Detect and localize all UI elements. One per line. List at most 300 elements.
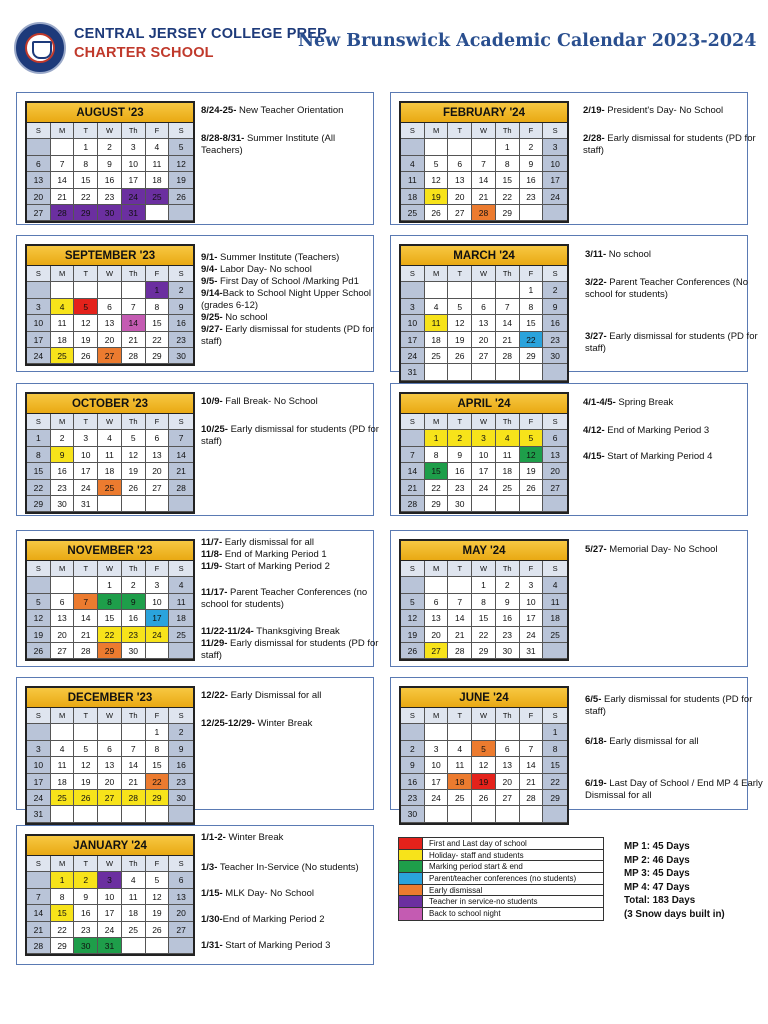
weekday-header: M	[51, 856, 75, 872]
event-date: 12/25-12/29-	[201, 718, 255, 729]
day-cell: 17	[425, 774, 449, 790]
day-cell: 23	[51, 480, 75, 496]
day-cell: 18	[51, 332, 75, 348]
day-cell: 1	[496, 139, 520, 155]
day-cell: 9	[496, 594, 520, 610]
month-panel-mar	[390, 235, 758, 378]
empty-day-cell	[122, 496, 146, 512]
event-item	[583, 133, 761, 157]
day-cell: 21	[74, 627, 98, 643]
day-grid	[27, 561, 193, 659]
day-cell: 27	[98, 348, 122, 364]
empty-day-cell	[401, 724, 425, 740]
day-cell: 25	[448, 790, 472, 806]
day-cell: 13	[51, 610, 75, 626]
weekday-header: S	[169, 123, 193, 139]
day-cell: 18	[448, 774, 472, 790]
day-cell: 7	[401, 447, 425, 463]
day-cell: 3	[543, 139, 567, 155]
day-cell: 28	[122, 348, 146, 364]
day-cell: 2	[543, 282, 567, 298]
month-panel-may	[390, 530, 748, 667]
event-item	[201, 276, 379, 288]
empty-day-cell	[74, 724, 98, 740]
legend-row	[399, 850, 603, 862]
empty-day-cell	[169, 496, 193, 512]
empty-day-cell	[543, 806, 567, 822]
legend-swatch	[399, 861, 423, 872]
day-cell: 7	[448, 594, 472, 610]
day-cell: 11	[51, 757, 75, 773]
event-item	[201, 105, 379, 117]
empty-day-cell	[425, 806, 449, 822]
day-cell: 4	[496, 430, 520, 446]
empty-day-cell	[169, 938, 193, 954]
day-cell: 18	[543, 610, 567, 626]
day-cell: 1	[146, 282, 170, 298]
day-cell: 29	[425, 496, 449, 512]
day-cell: 30	[448, 496, 472, 512]
weekday-header: M	[51, 414, 75, 430]
event-item	[201, 832, 379, 844]
weekday-header: F	[520, 266, 544, 282]
legend-swatch	[399, 838, 423, 849]
day-cell: 3	[27, 741, 51, 757]
weekday-header: S	[543, 561, 567, 577]
day-cell: 26	[401, 643, 425, 659]
day-cell: 19	[74, 332, 98, 348]
event-description: President's Day- No School	[604, 105, 724, 116]
day-cell: 10	[27, 757, 51, 773]
day-cell: 25	[425, 348, 449, 364]
empty-day-cell	[146, 806, 170, 822]
day-cell: 28	[496, 348, 520, 364]
empty-day-cell	[98, 724, 122, 740]
day-cell: 12	[27, 610, 51, 626]
legend-label: Parent/teacher conferences (no students)	[429, 874, 577, 884]
weekday-header: W	[98, 123, 122, 139]
weekday-header: Th	[122, 856, 146, 872]
event-description: Early dismissal for students (PD for staff)	[201, 324, 374, 347]
school-logo-icon	[14, 22, 66, 74]
event-description: No school	[222, 312, 268, 323]
day-cell: 27	[425, 643, 449, 659]
event-description: End of Marking Period 2	[222, 914, 325, 925]
day-cell: 5	[169, 139, 193, 155]
empty-day-cell	[520, 364, 544, 380]
weekday-header: F	[520, 414, 544, 430]
day-cell: 26	[448, 348, 472, 364]
day-cell: 5	[122, 430, 146, 446]
day-cell: 5	[74, 741, 98, 757]
day-cell: 1	[520, 282, 544, 298]
day-cell: 16	[448, 463, 472, 479]
weekday-header: T	[74, 708, 98, 724]
event-item	[201, 264, 379, 276]
empty-day-cell	[543, 364, 567, 380]
day-cell: 8	[520, 299, 544, 315]
weekday-header: T	[74, 123, 98, 139]
day-cell: 12	[146, 889, 170, 905]
weekday-header: S	[401, 123, 425, 139]
day-cell: 10	[401, 315, 425, 331]
school-name-line2: CHARTER SCHOOL	[74, 45, 214, 61]
day-cell: 11	[51, 315, 75, 331]
day-cell: 25	[169, 627, 193, 643]
month-panel-feb	[390, 92, 756, 225]
legend-swatch	[399, 850, 423, 861]
day-cell: 22	[543, 774, 567, 790]
day-cell: 22	[146, 332, 170, 348]
day-cell: 22	[520, 332, 544, 348]
weekday-header: Th	[122, 708, 146, 724]
day-cell: 29	[543, 790, 567, 806]
day-cell: 16	[122, 610, 146, 626]
day-cell: 20	[496, 774, 520, 790]
day-cell: 23	[74, 922, 98, 938]
empty-day-cell	[520, 496, 544, 512]
day-cell: 27	[146, 480, 170, 496]
event-item	[201, 324, 379, 348]
weekday-header: S	[27, 266, 51, 282]
day-cell: 31	[520, 643, 544, 659]
event-date: 8/24-25-	[201, 105, 237, 116]
day-cell: 10	[27, 315, 51, 331]
event-date: 11/29-	[201, 638, 228, 649]
day-cell: 10	[98, 889, 122, 905]
day-cell: 17	[27, 774, 51, 790]
day-cell: 11	[425, 315, 449, 331]
weekday-header: F	[146, 561, 170, 577]
day-cell: 7	[27, 889, 51, 905]
day-cell: 27	[27, 205, 51, 221]
day-cell: 12	[472, 757, 496, 773]
empty-day-cell	[496, 724, 520, 740]
day-cell: 30	[543, 348, 567, 364]
weekday-header: W	[98, 856, 122, 872]
weekday-header: F	[146, 123, 170, 139]
day-cell: 18	[51, 774, 75, 790]
weekday-header: W	[472, 561, 496, 577]
day-cell: 13	[496, 757, 520, 773]
day-grid	[27, 708, 193, 823]
day-cell: 12	[401, 610, 425, 626]
weekday-header: S	[401, 708, 425, 724]
event-item	[201, 914, 379, 926]
empty-day-cell	[122, 806, 146, 822]
day-cell: 15	[74, 172, 98, 188]
day-cell: 30	[401, 806, 425, 822]
event-item	[201, 252, 379, 264]
summary-total: Total: 183 Days	[624, 895, 696, 907]
day-cell: 12	[169, 156, 193, 172]
month-calendar	[25, 101, 195, 223]
day-cell: 9	[122, 594, 146, 610]
day-cell: 13	[98, 757, 122, 773]
empty-day-cell	[51, 806, 75, 822]
day-cell: 7	[520, 741, 544, 757]
event-date: 9/25-	[201, 312, 223, 323]
day-cell: 6	[169, 872, 193, 888]
day-cell: 18	[496, 463, 520, 479]
month-title: NOVEMBER '23	[27, 541, 193, 561]
day-cell: 12	[448, 315, 472, 331]
legend-row	[399, 838, 603, 850]
day-cell: 10	[425, 757, 449, 773]
month-title: MAY '24	[401, 541, 567, 561]
day-cell: 9	[74, 889, 98, 905]
day-cell: 5	[425, 156, 449, 172]
empty-day-cell	[169, 205, 193, 221]
day-cell: 30	[122, 643, 146, 659]
day-cell: 22	[472, 627, 496, 643]
event-description: Start of Marking Period 4	[604, 451, 713, 462]
day-cell: 16	[74, 905, 98, 921]
month-title: APRIL '24	[401, 394, 567, 414]
day-cell: 27	[169, 922, 193, 938]
day-cell: 4	[122, 872, 146, 888]
empty-day-cell	[401, 577, 425, 593]
day-cell: 23	[122, 627, 146, 643]
month-title: MARCH '24	[401, 246, 567, 266]
day-cell: 22	[425, 480, 449, 496]
day-cell: 1	[543, 724, 567, 740]
weekday-header: S	[169, 266, 193, 282]
empty-day-cell	[425, 724, 449, 740]
day-cell: 9	[169, 299, 193, 315]
weekday-header: Th	[122, 561, 146, 577]
day-cell: 20	[543, 463, 567, 479]
day-cell: 22	[27, 480, 51, 496]
day-cell: 17	[98, 905, 122, 921]
event-description: Early dismissal for students (PD for staff)	[585, 694, 753, 717]
day-cell: 20	[27, 189, 51, 205]
day-cell: 14	[448, 610, 472, 626]
day-cell: 8	[51, 889, 75, 905]
day-cell: 13	[472, 315, 496, 331]
event-description: Summer Institute (Teachers)	[217, 252, 340, 263]
event-item	[201, 133, 379, 157]
day-cell: 17	[74, 463, 98, 479]
event-description: Teacher In-Service (No students)	[217, 862, 359, 873]
day-cell: 28	[448, 643, 472, 659]
day-cell: 3	[401, 299, 425, 315]
day-cell: 3	[98, 872, 122, 888]
month-panel-aug	[16, 92, 374, 225]
day-cell: 17	[122, 172, 146, 188]
legend-swatch	[399, 873, 423, 884]
month-panel-apr	[390, 383, 748, 516]
month-panel-jun	[390, 677, 763, 820]
day-cell: 19	[74, 774, 98, 790]
day-cell: 9	[401, 757, 425, 773]
weekday-header: W	[472, 266, 496, 282]
day-cell: 23	[98, 189, 122, 205]
day-cell: 29	[146, 348, 170, 364]
day-cell: 28	[401, 496, 425, 512]
day-cell: 13	[146, 447, 170, 463]
day-cell: 5	[520, 430, 544, 446]
legend-row	[399, 896, 603, 908]
day-cell: 13	[27, 172, 51, 188]
empty-day-cell	[98, 282, 122, 298]
day-cell: 19	[520, 463, 544, 479]
day-cell: 30	[169, 790, 193, 806]
empty-day-cell	[169, 643, 193, 659]
event-date: 6/5-	[585, 694, 602, 705]
day-cell: 24	[122, 189, 146, 205]
day-cell: 4	[51, 299, 75, 315]
event-date: 2/19-	[583, 105, 605, 116]
day-cell: 21	[51, 189, 75, 205]
event-date: 8/28-8/31-	[201, 133, 245, 144]
summary-snow-days: (3 Snow days built in)	[624, 908, 725, 920]
event-description: End of Marking Period 1	[222, 549, 327, 560]
day-cell: 18	[98, 463, 122, 479]
day-cell: 30	[98, 205, 122, 221]
day-grid	[27, 123, 193, 221]
day-cell: 26	[74, 348, 98, 364]
empty-day-cell	[472, 364, 496, 380]
event-date: 11/22-11/24-	[201, 626, 254, 637]
day-cell: 25	[496, 480, 520, 496]
day-cell: 30	[169, 348, 193, 364]
day-cell: 28	[27, 938, 51, 954]
event-date: 10/9-	[201, 396, 223, 407]
legend-swatch	[399, 908, 423, 920]
day-cell: 20	[448, 189, 472, 205]
day-cell: 4	[543, 577, 567, 593]
legend-label: Holiday- staff and students	[429, 850, 524, 860]
marking-period-summary	[624, 840, 725, 922]
event-description: First Day of School /Marking Pd1	[217, 276, 359, 287]
day-cell: 19	[27, 627, 51, 643]
day-cell: 20	[169, 905, 193, 921]
day-cell: 25	[51, 790, 75, 806]
day-cell: 27	[543, 480, 567, 496]
day-cell: 6	[146, 430, 170, 446]
day-cell: 28	[472, 205, 496, 221]
event-description: Labor Day- No school	[217, 264, 312, 275]
day-cell: 22	[98, 627, 122, 643]
weekday-header: W	[98, 414, 122, 430]
month-title: OCTOBER '23	[27, 394, 193, 414]
day-grid	[401, 708, 567, 823]
month-title: AUGUST '23	[27, 103, 193, 123]
empty-day-cell	[472, 806, 496, 822]
day-cell: 24	[74, 480, 98, 496]
weekday-header: T	[448, 708, 472, 724]
day-cell: 15	[520, 315, 544, 331]
event-description: Thanksgiving Break	[253, 626, 340, 637]
summary-mp1: MP 1: 45 Days	[624, 841, 690, 852]
day-cell: 23	[169, 774, 193, 790]
day-cell: 24	[27, 348, 51, 364]
event-item	[201, 288, 379, 312]
day-cell: 8	[472, 594, 496, 610]
month-title: DECEMBER '23	[27, 688, 193, 708]
event-description: Winter Break	[225, 832, 284, 843]
day-cell: 8	[74, 156, 98, 172]
event-description: Early dismissal for all	[606, 736, 699, 747]
day-cell: 4	[98, 430, 122, 446]
day-cell: 24	[401, 348, 425, 364]
event-date: 9/14-	[201, 288, 223, 299]
day-cell: 9	[543, 299, 567, 315]
day-cell: 5	[448, 299, 472, 315]
weekday-header: S	[401, 414, 425, 430]
day-cell: 10	[543, 156, 567, 172]
weekday-header: S	[543, 708, 567, 724]
event-date: 3/22-	[585, 277, 607, 288]
empty-day-cell	[448, 724, 472, 740]
day-cell: 5	[401, 594, 425, 610]
event-description: Last Day of School / End MP 4 Early Dismissal for all	[585, 778, 763, 801]
event-description: Winter Break	[254, 718, 313, 729]
weekday-header: M	[425, 266, 449, 282]
day-cell: 8	[146, 741, 170, 757]
event-description: Early dismissal for students (PD for staff)	[583, 133, 756, 156]
day-cell: 6	[496, 741, 520, 757]
day-cell: 10	[122, 156, 146, 172]
legend-row	[399, 885, 603, 897]
event-description: Parent Teacher Conferences (No school for students)	[585, 277, 749, 300]
empty-day-cell	[27, 724, 51, 740]
day-cell: 13	[98, 315, 122, 331]
event-item	[585, 736, 763, 748]
empty-day-cell	[146, 205, 170, 221]
day-cell: 4	[425, 299, 449, 315]
event-item	[585, 249, 763, 261]
day-cell: 30	[74, 938, 98, 954]
month-title: JANUARY '24	[27, 836, 193, 856]
day-cell: 14	[472, 172, 496, 188]
event-date: 4/12-	[583, 425, 605, 436]
day-cell: 22	[74, 189, 98, 205]
day-cell: 7	[74, 594, 98, 610]
day-cell: 12	[74, 315, 98, 331]
event-item	[583, 425, 761, 437]
day-grid	[27, 266, 193, 364]
day-cell: 15	[98, 610, 122, 626]
day-cell: 8	[543, 741, 567, 757]
day-cell: 31	[122, 205, 146, 221]
day-cell: 14	[74, 610, 98, 626]
day-cell: 5	[472, 741, 496, 757]
page-title: New Brunswick Academic Calendar 2023-2024	[298, 31, 757, 51]
day-cell: 11	[169, 594, 193, 610]
weekday-header: Th	[496, 123, 520, 139]
day-cell: 27	[496, 790, 520, 806]
day-cell: 29	[472, 643, 496, 659]
day-cell: 14	[122, 315, 146, 331]
day-cell: 19	[169, 172, 193, 188]
weekday-header: F	[520, 123, 544, 139]
legend-label: Early dismissal	[429, 885, 483, 895]
weekday-header: M	[425, 561, 449, 577]
weekday-header: S	[169, 856, 193, 872]
color-legend	[398, 837, 604, 921]
weekday-header: Th	[496, 561, 520, 577]
event-date: 9/5-	[201, 276, 218, 287]
weekday-header: S	[27, 561, 51, 577]
event-date: 9/27-	[201, 324, 223, 335]
event-description: Early dismissal for all	[222, 537, 314, 548]
day-cell: 21	[169, 463, 193, 479]
day-cell: 17	[146, 610, 170, 626]
weekday-header: F	[146, 856, 170, 872]
event-item	[201, 718, 379, 730]
